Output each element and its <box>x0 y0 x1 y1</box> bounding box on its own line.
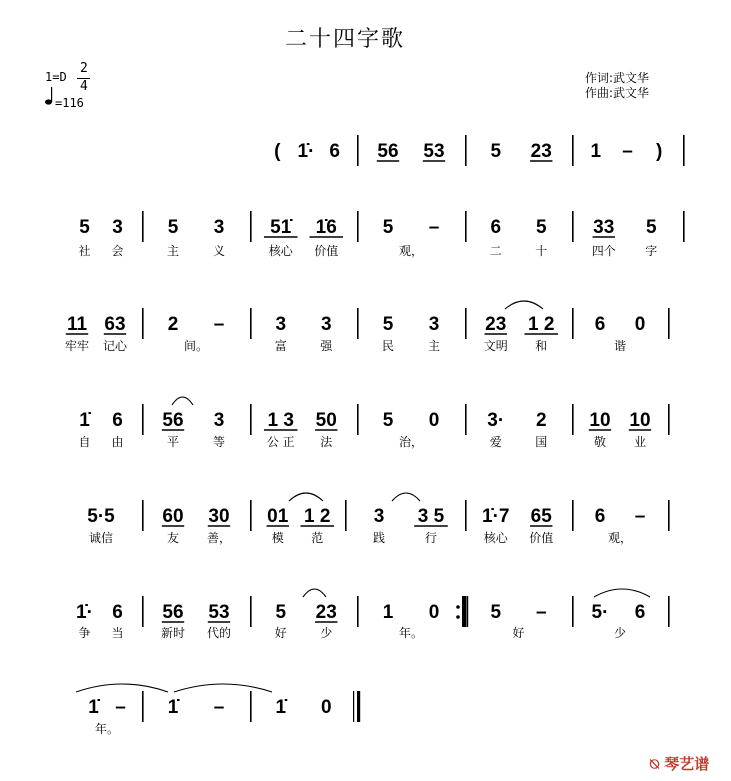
slur-arc <box>303 589 326 597</box>
note-group: 1̇· <box>297 141 315 162</box>
note-group: 23 <box>530 141 552 162</box>
key-signature: 1=D <box>45 70 67 84</box>
note-group: 6 <box>112 602 123 623</box>
note-group: 01 <box>267 506 289 527</box>
bar-line <box>683 211 685 242</box>
note-group: 3 <box>320 314 332 335</box>
note-group: 3 5 <box>417 506 445 527</box>
lyric-text: 好 <box>512 626 525 640</box>
note-group: 63 <box>104 314 126 335</box>
note-group: 1 2 <box>304 506 331 527</box>
note-group: 1 2 <box>528 314 555 335</box>
lyric-text: 治， <box>398 435 424 449</box>
note-group: 1̇ <box>79 410 90 431</box>
note-group: 56 <box>162 602 184 623</box>
lyric-text: 敬 <box>593 435 607 449</box>
bar-line <box>142 211 144 242</box>
lyric-text: 四个 <box>591 244 616 258</box>
slur-arc <box>76 684 168 692</box>
note-group: 3 <box>213 217 225 238</box>
bar-line <box>250 211 252 242</box>
note-group: 30 <box>208 506 230 527</box>
note-group: 3 <box>112 217 123 238</box>
note-group: 5· <box>591 602 609 623</box>
note-group: 11 <box>66 314 88 335</box>
lyric-text: 记心 <box>102 339 128 353</box>
lyricist-credit: 作词:武文华 <box>585 71 650 85</box>
note-group: 1̇·7 <box>482 506 510 527</box>
bar-line <box>465 404 467 435</box>
note-group: 3 <box>428 314 440 335</box>
slur-arc <box>505 301 543 309</box>
lyric-text: 社 <box>78 244 91 258</box>
bar-line <box>357 135 359 166</box>
lyric-text: 诚信 <box>88 531 114 545</box>
note-group: 1 3 <box>267 410 294 431</box>
bar-line <box>357 596 359 627</box>
lyric-text: 价值 <box>314 244 339 258</box>
note-group: 6 <box>594 314 606 335</box>
bar-line <box>572 135 574 166</box>
note-group: ( <box>274 141 281 162</box>
note-group: 10 <box>589 410 611 431</box>
lyric-text: 二 <box>489 244 502 258</box>
lyric-text: 谐 <box>613 339 627 353</box>
note-group: 0 <box>428 602 440 623</box>
bar-line <box>465 135 467 166</box>
note-group: 1̇ <box>167 697 179 718</box>
note-group: – <box>634 506 646 527</box>
note-group: 5 <box>490 602 502 623</box>
note-group: 53 <box>208 602 230 623</box>
time-signature-denominator: 4 <box>80 79 88 94</box>
bar-line <box>572 404 574 435</box>
note-group: 6 <box>112 410 123 431</box>
lyric-text: 主 <box>427 339 441 353</box>
bar-line <box>250 404 252 435</box>
lyric-text: 自 <box>78 435 91 449</box>
lyric-text: 当 <box>111 626 124 640</box>
lyric-text: 观， <box>607 531 633 545</box>
lyric-text: 代的 <box>206 626 232 640</box>
repeat-bar-thick <box>462 596 465 627</box>
lyric-text: 文明 <box>483 339 508 353</box>
watermark-icon: ⍉ <box>650 755 660 773</box>
lyric-text: 等 <box>212 435 226 449</box>
note-group: 5 <box>382 410 394 431</box>
note-group: 23 <box>315 602 337 623</box>
note-group: 5 <box>535 217 547 238</box>
slur-arc <box>392 493 420 501</box>
note-group: ) <box>656 141 663 162</box>
note-group: 10 <box>629 410 651 431</box>
bar-line <box>465 211 467 242</box>
bar-line <box>357 404 359 435</box>
note-group: 5 <box>275 602 287 623</box>
repeat-dot <box>456 615 460 619</box>
lyric-text: 和 <box>535 339 548 353</box>
note-group: 6 <box>594 506 606 527</box>
bar-line <box>250 500 252 531</box>
note-group: 50 <box>315 410 337 431</box>
lyric-text: 主 <box>166 244 180 258</box>
bar-line <box>465 596 467 627</box>
bar-line <box>142 691 144 722</box>
final-bar-thin <box>353 691 354 722</box>
note-group: 1̇6 <box>315 217 337 238</box>
lyric-text: 模 <box>271 531 284 545</box>
bar-line <box>572 500 574 531</box>
note-group: 1 <box>382 602 394 623</box>
note-group: 0 <box>428 410 440 431</box>
note-group: 51̇ <box>270 217 292 238</box>
lyric-text: 新时 <box>160 626 186 640</box>
bar-line <box>668 404 670 435</box>
bar-line <box>142 500 144 531</box>
note-group: – <box>213 697 225 718</box>
note-group: 2 <box>535 410 547 431</box>
bar-line <box>142 308 144 339</box>
note-group: 56 <box>162 410 184 431</box>
lyric-text: 践 <box>372 531 386 545</box>
lyric-text: 由 <box>111 435 124 449</box>
note-group: 23 <box>485 314 507 335</box>
bar-line <box>250 691 252 722</box>
watermark-logo <box>650 753 709 774</box>
bar-line <box>465 500 467 531</box>
note-group: 5 <box>490 141 502 162</box>
note-group: 0 <box>634 314 646 335</box>
tempo-marking: =116 <box>55 96 84 110</box>
bar-line <box>668 596 670 627</box>
page-title: 二十四字歌 <box>284 27 405 52</box>
note-group: – <box>535 602 547 623</box>
note-group: 5 <box>79 217 90 238</box>
note-group: – <box>115 697 126 718</box>
bar-line <box>572 308 574 339</box>
note-group: 3· <box>487 410 505 431</box>
lyric-text: 价值 <box>529 531 554 545</box>
note-group: 60 <box>162 506 184 527</box>
note-group: 5 <box>167 217 179 238</box>
lyric-text: 富 <box>274 339 287 353</box>
slur-arc <box>172 397 193 405</box>
time-signature-numerator: 2 <box>80 61 88 76</box>
bar-line <box>250 596 252 627</box>
watermark-text: 琴艺谱 <box>664 755 710 773</box>
bar-line <box>683 135 685 166</box>
lyric-text: 好 <box>274 626 287 640</box>
slur-arc <box>289 493 323 501</box>
note-group: 5·5 <box>87 506 115 527</box>
bar-line <box>142 596 144 627</box>
note-group: 53 <box>423 141 445 162</box>
note-group: 1 <box>590 141 602 162</box>
note-group: 2 <box>167 314 179 335</box>
bar-line <box>572 211 574 242</box>
bar-line <box>465 308 467 339</box>
lyric-text: 核心 <box>268 244 293 258</box>
lyric-text: 间。 <box>183 339 209 353</box>
lyric-text: 民 <box>381 339 395 353</box>
lyric-text: 强 <box>320 339 333 353</box>
lyric-text: 平 <box>166 435 180 449</box>
bar-line <box>345 500 347 531</box>
lyric-text: 公 正 <box>266 435 295 449</box>
note-group: 33 <box>593 217 615 238</box>
repeat-dot <box>456 605 460 609</box>
lyric-text: 核心 <box>483 531 508 545</box>
note-group: 65 <box>530 506 552 527</box>
note-group: 3 <box>373 506 385 527</box>
note-group: – <box>622 141 633 162</box>
note-group: 5 <box>382 217 394 238</box>
note-group: 3 <box>213 410 225 431</box>
note-group: 1̇ <box>275 697 287 718</box>
composer-credit: 作曲:武文华 <box>585 86 650 100</box>
lyric-text: 法 <box>320 435 333 449</box>
lyric-text: 友 <box>166 531 180 545</box>
bar-line <box>250 308 252 339</box>
bar-line <box>668 308 670 339</box>
lyric-text: 善， <box>206 531 232 545</box>
lyric-text: 年。 <box>94 722 120 736</box>
lyric-text: 范 <box>311 531 324 545</box>
lyric-text: 会 <box>111 244 124 258</box>
slur-arc <box>594 589 650 597</box>
note-group: 1̇· <box>76 602 93 623</box>
bar-line <box>668 500 670 531</box>
lyric-text: 国 <box>535 435 548 449</box>
lyric-text: 年。 <box>398 626 424 640</box>
note-group: 0 <box>320 697 332 718</box>
lyric-text: 争 <box>78 626 91 640</box>
note-group: 6 <box>634 602 646 623</box>
note-group: 5 <box>645 217 657 238</box>
lyric-text: 十 <box>535 244 548 258</box>
note-group: 6 <box>329 141 340 162</box>
bar-line <box>142 404 144 435</box>
lyric-text: 观， <box>398 244 424 258</box>
final-bar-thick <box>357 691 360 722</box>
note-group: 3 <box>275 314 287 335</box>
lyric-text: 字 <box>645 244 658 258</box>
note-group: 6 <box>490 217 502 238</box>
lyric-text: 少 <box>320 626 333 640</box>
slur-arc <box>174 684 272 692</box>
lyric-text: 义 <box>212 244 226 258</box>
lyric-text: 爱 <box>489 435 502 449</box>
lyric-text: 牢牢 <box>64 339 90 353</box>
repeat-bar-thin <box>467 596 468 627</box>
note-group: 1̇ <box>88 697 99 718</box>
lyric-text: 行 <box>424 531 438 545</box>
bar-line <box>357 211 359 242</box>
lyric-text: 业 <box>633 435 647 449</box>
bar-line <box>572 596 574 627</box>
bar-line <box>357 308 359 339</box>
lyric-text: 少 <box>613 626 627 640</box>
note-group: 56 <box>377 141 399 162</box>
note-group: – <box>428 217 440 238</box>
note-group: 5 <box>382 314 394 335</box>
note-group: – <box>213 314 225 335</box>
